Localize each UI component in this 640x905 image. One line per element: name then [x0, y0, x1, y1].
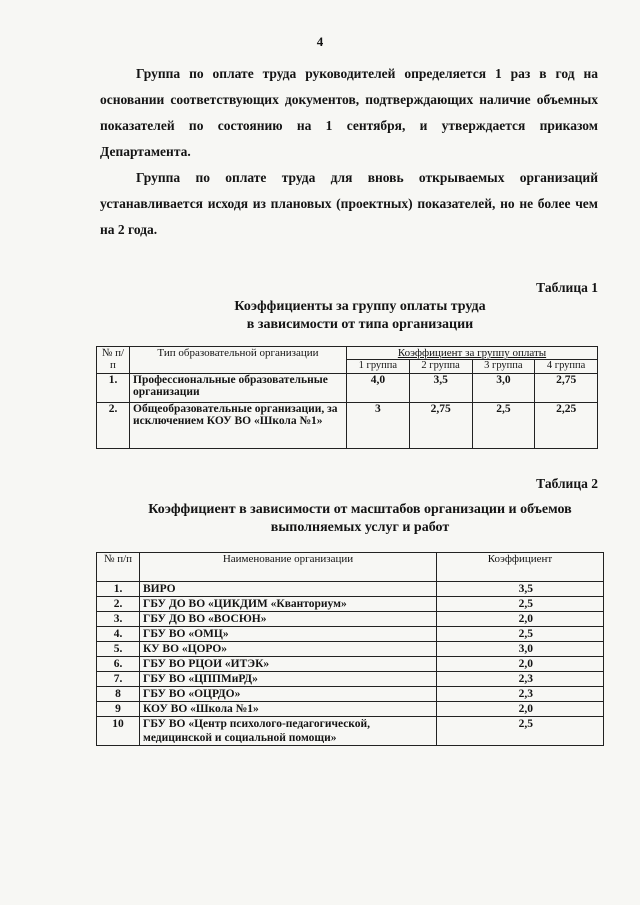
table2-row-num: 7. [97, 672, 140, 687]
table2-row-coef: 2,0 [437, 702, 604, 717]
table2-row-coef: 2,5 [437, 627, 604, 642]
table2-label: Таблица 2 [536, 476, 598, 491]
page-number: 4 [316, 34, 324, 49]
table-row [97, 642, 604, 657]
table2-title [100, 501, 620, 537]
table2-row-name: ГБУ ВО «ОМЦ» [140, 627, 437, 642]
table1-row2-type: Общеобразовательные организации, за исключением КОУ ВО «Школа №1» [130, 403, 347, 449]
table2-row-coef: 2,3 [437, 672, 604, 687]
table1-group-1: 1 группа [347, 360, 410, 374]
table2-header-row [97, 553, 604, 582]
table2-row-coef: 3,0 [437, 642, 604, 657]
table2-row-num: 1. [97, 582, 140, 597]
table1-row1-type: Профессиональные образовательные организации [130, 374, 347, 403]
table1-row2-val2: 2,75 [409, 403, 472, 449]
table2-row-coef: 2,0 [437, 657, 604, 672]
table-row [97, 403, 598, 449]
table1-row2-val1: 3 [347, 403, 410, 449]
paragraph-group-determination: Группа по оплате труда руководителей определяется 1 раз в год на основании соответствующих документов, подтверждающих наличие объемных показателей по состоянию на 1 сентября, и утверждается приказом Департамента. [100, 66, 598, 159]
table1-row1-val3: 3,0 [472, 374, 535, 403]
table2-row-coef: 2,3 [437, 687, 604, 702]
table-row [97, 672, 604, 687]
table2-row-name: ГБУ ВО «ОЦРДО» [140, 687, 437, 702]
table2-title-line2: выполняемых услуг и работ [270, 520, 450, 535]
table2-row-name: КОУ ВО «Школа №1» [140, 702, 437, 717]
table1-row2-val3: 2,5 [472, 403, 535, 449]
table1-row1-val1: 4,0 [347, 374, 410, 403]
table2-row-coef: 2,5 [437, 717, 604, 746]
table2 [96, 552, 604, 746]
table2-row-name: ВИРО [140, 582, 437, 597]
table-row [97, 717, 604, 746]
table2-row-num: 2. [97, 597, 140, 612]
table1-row2-val4: 2,25 [535, 403, 598, 449]
table1-row1-val4: 2,75 [535, 374, 598, 403]
table2-row-num: 5. [97, 642, 140, 657]
table1-row1-val2: 3,5 [409, 374, 472, 403]
table2-header-coef: Коэффициент [437, 553, 604, 582]
paragraph-new-organizations: Группа по оплате труда для вновь открываемых организаций устанавливается исходя из плановых (проектных) показателей, но не более чем на 2 года. [100, 170, 598, 237]
table1-group-2: 2 группа [409, 360, 472, 374]
table2-row-name: КУ ВО «ЦОРО» [140, 642, 437, 657]
table-row [97, 612, 604, 627]
table1-row1-num: 1. [97, 374, 130, 403]
table2-row-name: ГБУ ДО ВО «ВОСЮН» [140, 612, 437, 627]
table-row [97, 597, 604, 612]
table2-row-num: 6. [97, 657, 140, 672]
table1-header-row [97, 347, 598, 360]
table-row [97, 582, 604, 597]
table1-group-3: 3 группа [472, 360, 535, 374]
table-row [97, 687, 604, 702]
table-row [97, 374, 598, 403]
table2-row-name: ГБУ ВО «ЦППМиРД» [140, 672, 437, 687]
table1-row2-num: 2. [97, 403, 130, 449]
table2-row-num: 8 [97, 687, 140, 702]
table1-header-coef: Коэффициент за группу оплаты [347, 347, 598, 360]
table-row [97, 627, 604, 642]
table2-row-num: 4. [97, 627, 140, 642]
table2-row-num: 3. [97, 612, 140, 627]
table2-header-num: № п/п [97, 553, 140, 582]
table2-row-name: ГБУ ДО ВО «ЦИКДИМ «Кванториум» [140, 597, 437, 612]
table2-header-name: Наименование организации [140, 553, 437, 582]
table2-row-coef: 2,0 [437, 612, 604, 627]
table-row [97, 702, 604, 717]
table1-title [100, 298, 620, 334]
table1-group-4: 4 группа [535, 360, 598, 374]
table1-header-num: № п/п [97, 347, 130, 374]
table-row [97, 657, 604, 672]
table1-label: Таблица 1 [536, 280, 598, 295]
table2-row-name: ГБУ ВО РЦОИ «ИТЭК» [140, 657, 437, 672]
table1-title-line1: Коэффициенты за группу оплаты труда [234, 299, 486, 314]
table2-row-name: ГБУ ВО «Центр психолого-педагогической, медицинской и социальной помощи» [140, 717, 437, 746]
table2-row-coef: 2,5 [437, 597, 604, 612]
table2-row-num: 10 [97, 717, 140, 746]
table2-row-num: 9 [97, 702, 140, 717]
table1-title-line2: в зависимости от типа организации [246, 317, 474, 332]
table2-row-coef: 3,5 [437, 582, 604, 597]
table1-header-type: Тип образовательной организации [130, 347, 347, 374]
table2-title-line1: Коэффициент в зависимости от масштабов организации и объемов [148, 502, 572, 517]
table1 [96, 346, 598, 449]
